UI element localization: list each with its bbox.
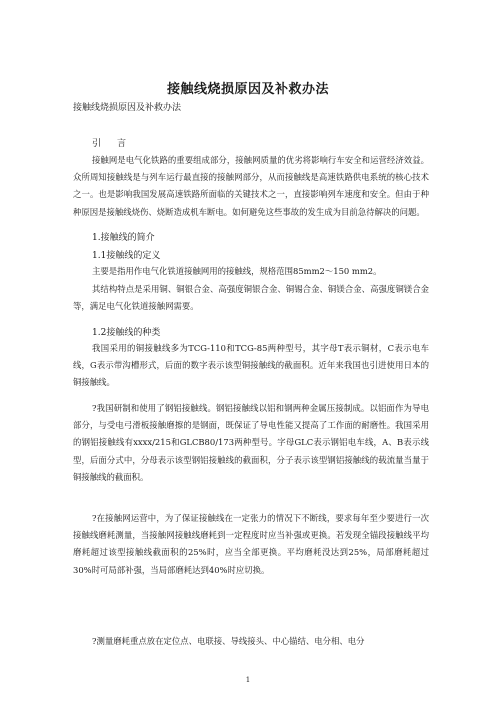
intro-heading: 引言 (92, 139, 143, 149)
wear-paragraph: ?在接触网运营中，为了保证接触线在一定张力的情况下不断线，要求每年至少要进行一次接触线磨耗测量，当接触网接触线磨耗到一定程度时应当补强或更换。若发现全锚段接触线平均磨耗超过该型接触线截面积的25%时，应当全部更换。平均磨耗没达到25%，局部磨耗超过30%时可局部补强，当局部磨耗达到40%时应切换。 (73, 513, 429, 575)
section-heading-1: 1.接触线的简介 (92, 233, 155, 243)
measurement-paragraph: ?测量磨耗重点放在定位点、电联接、导线接头、中心锚结、电分相、电分 (92, 636, 365, 646)
page-number: 1 (245, 676, 251, 684)
intro-paragraph: 接触网是电气化铁路的重要组成部分，接触网质量的优劣将影响行车安全和运营经济效益。众所周知接触线是与列车运行最直接的接触网部分，从而接触线是高速铁路供电系统的核心技术之一。也是影响我国发展高速铁路所面临的关键技术之一，直接影响列车速度和安全。但由于种种原因是接触线烧伤、烧断造成机车断电。如何避免这些事故的发生成为目前急待解决的问题。 (73, 155, 429, 217)
document-subtitle: 接触线烧损原因及补救办法 (73, 103, 182, 113)
section-heading-1-1: 1.1接触线的定义 (92, 251, 161, 261)
section-heading-1-2: 1.2接触线的种类 (92, 328, 161, 338)
definition-paragraph-1: 主要是指用作电气化铁道接触网用的接触线，规格范围85mm2～150 mm2。 (92, 266, 382, 276)
types-paragraph: 我国采用的铜接触线多为TCG-110和TCG-85两种型号，其字母T表示铜材，C表示电车线，G表示带沟槽形式，后面的数字表示该型铜接触线的截面积。近年来我国也引进使用日本的铜接触线。 (73, 343, 429, 388)
aluminum-paragraph: ?我国研制和使用了钢铝接触线。钢铝接触线以铝和钢两种金属压接制成。以铝面作为导电部分，与受电弓滑板接触磨擦的是钢面，既保证了导电性能又提高了工作面的耐磨性。我国采用的钢铝接触线有xxxx/215和GLCB80/173两种型号。字母GLC表示钢铝电车线，A、B表示线型，后面分式中，分母表示该型钢铝接触线的截面积，分子表示该型钢铝接触线的载流量当量于铜接触线的截面积。 (73, 403, 429, 482)
definition-paragraph-2: 其结构特点是采用铜、铜银合金、高强度铜银合金、铜锡合金、铜镁合金、高强度铜镁合金等，满足电气化铁道接触网需要。 (73, 284, 429, 312)
document-title: 接触线烧损原因及补救办法 (166, 82, 329, 97)
